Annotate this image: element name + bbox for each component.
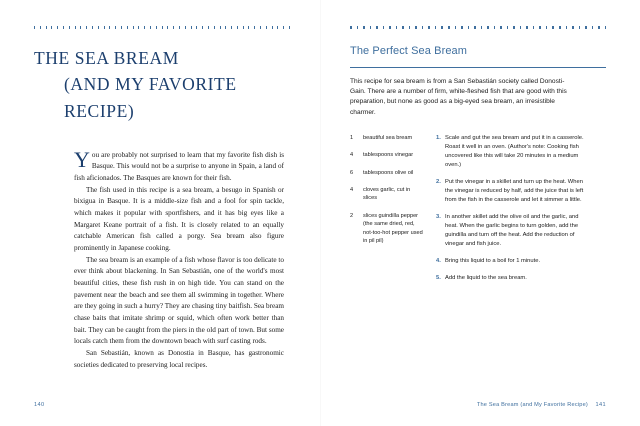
gutter-shadow [320,0,321,426]
ingredient-quantity: 4 [350,187,354,194]
step-text: Scale and gut the sea bream and put it in a casserole. Roast it well in an oven. (Author's note: Cooking fish uncovered like this will take 20 minutes in a medium oven.) [445,134,584,168]
step-number: 1. [436,134,441,141]
ingredient-quantity: 4 [350,152,354,159]
recipe-step [436,274,586,283]
chapter-title [34,45,290,124]
ingredient-quantity: 6 [350,169,354,176]
recipe-step [436,257,586,266]
body-text-column [74,146,284,371]
step-text: Add the liquid to the sea bream. [445,274,527,281]
step-number: 2. [436,178,441,185]
chapter-title-line-2: (AND MY FAVORITE RECIPE) [64,74,237,121]
recipe-steps [436,134,586,291]
step-number: 5. [436,274,441,281]
recipe-title: The Perfect Sea Bream [350,45,468,57]
body-paragraph: San Sebastián, known as Donostia in Basque, has gastronomic societies dedicated to preserving local recipes. [74,348,284,369]
ingredient-text: tablespoons olive oil [363,169,414,176]
ingredient-item [350,151,424,159]
ingredient-text: tablespoons vinegar [363,152,414,159]
drop-cap: Y [74,146,90,172]
ingredient-text: beautiful sea bream [363,134,413,141]
step-text: Bring this liquid to a boil for 1 minute. [445,257,541,264]
body-paragraph: The sea bream is an example of a fish whose flavor is too delicate to ever think about blackening. In San Sebastián, one of the world's most beautiful cities, these fish rush in on high tide. You can stand on the pavement near the beach and see them all swimming in together. Where are they going in such a hurry? They are chasing tiny baitfish. Sea bream chase baits that imitate shrimp or squid, which often work better than bait. They can be caught from the piers in the old part of town. But some locals catch them from the downtown beach with surf casting rods. [74,255,284,346]
step-text: In another skillet add the olive oil and the garlic, and heat. When the garlic begins to turn golden, add the guindilla and turn off the heat. Add the reduction of vinegar and fish juice. [445,213,579,247]
ingredient-item [350,134,424,142]
body-paragraph: The fish used in this recipe is a sea bream, a besugo in Spanish or bixigua in Basque. It is a middle-size fish and a fool for spin tackle, which makes it popular with sportfishers, and it has big eyes like a Margaret Keane portrait of a fish. It is closely related to an equally catchable American fish called a porgy. Sea bream also figure prominently in Japanese cooking. [74,185,284,252]
ingredients-list [350,134,424,291]
page-number-right: 141 [595,402,606,408]
ingredient-item [350,212,424,246]
recipe-step [436,134,586,170]
ingredient-item [350,169,424,177]
chapter-title-line-1: THE SEA BREAM [34,48,179,68]
ingredient-text: cloves garlic, cut in slices [363,187,411,202]
step-number: 4. [436,257,441,264]
recipe-headnote: This recipe for sea bream is from a San Sebastián society called Donosti-Gain. There are a number of firm, white-fleshed fish that are good with this preparation, but none as good as a big-eyed sea bream, an irresistible charmer. [350,78,567,116]
dot-rule-left [34,26,290,29]
page-number-left: 140 [34,402,45,408]
recipe-step [436,213,586,249]
dot-rule-right [350,26,606,29]
ingredient-text: slices guindilla pepper (the same dried, red, not-too-hot pepper used in pil pil) [363,212,423,244]
right-page [320,0,640,426]
ingredient-quantity: 1 [350,134,354,141]
running-head: The Sea Bream (and My Favorite Recipe) [476,402,588,408]
body-paragraph-text: ou are probably not surprised to learn that my favorite fish dish is Basque. This would not be a surprise to anyone in Spain, a land of fish aficionados. The Basques are known for their fish. [74,150,284,183]
divider-rule [350,67,606,68]
ingredient-quantity: 2 [350,212,354,219]
step-number: 3. [436,213,441,220]
recipe-step [436,178,586,205]
ingredient-item [350,186,424,203]
body-paragraph [74,146,284,185]
step-text: Put the vinegar in a skillet and turn up the heat. When the vinegar is reduced by half, add the juice that is left from the fish in the casserole and let it simmer a little. [445,178,584,203]
recipe-columns [350,134,606,291]
